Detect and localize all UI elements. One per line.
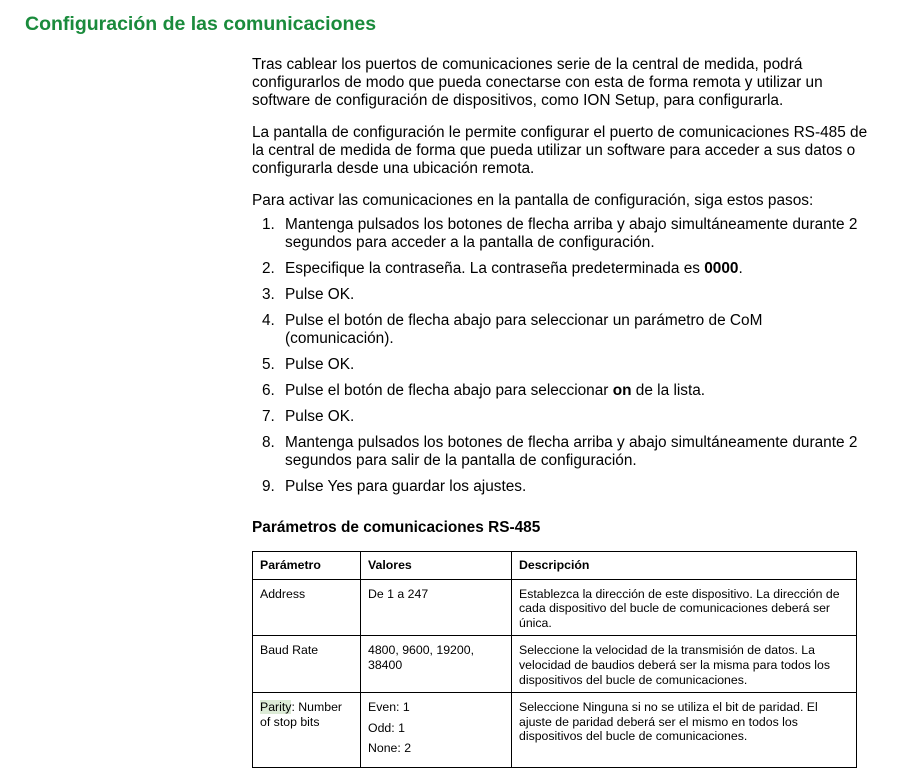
default-password: 0000 xyxy=(704,260,739,277)
table-row xyxy=(253,693,857,768)
cell-values: 4800, 9600, 19200, 38400 xyxy=(361,636,512,693)
table-row xyxy=(253,636,857,693)
table-title: Parámetros de comunicaciones RS-485 xyxy=(252,519,541,536)
option-on: on xyxy=(612,382,632,399)
list-item: 9. Pulse Yes para guardar los ajustes. xyxy=(262,478,527,495)
list-item: 3. Pulse OK. xyxy=(262,286,355,303)
column-header-parameter: Parámetro xyxy=(253,552,361,580)
list-item: 7. Pulse OK. xyxy=(262,408,355,425)
highlighted-text: Parity xyxy=(260,700,292,715)
cell-description: Establezca la dirección de este dispositivo. La dirección de cada dispositivo del bucle de comunicaciones deberá ser única. xyxy=(512,579,857,636)
intro-paragraph: Tras cablear los puertos de comunicaciones serie de la central de medida, podrá configurarlos de modo que pueda conectarse con esta de forma remota y utilizar un software de configuración de dispositivos, como ION Setup, para configurarla. xyxy=(252,56,823,109)
cell-description: Seleccione Ninguna si no se utiliza el bit de paridad. El ajuste de paridad deberá ser el mismo en todos los dispositivos del bucle de comunicaciones. xyxy=(512,693,857,768)
table-row xyxy=(253,579,857,636)
screen-paragraph: La pantalla de configuración le permite configurar el puerto de comunicaciones RS-485 de la central de medida de forma que pueda utilizar un software para acceder a sus datos o configurarla desde una ubicación remota. xyxy=(252,124,868,177)
cell-values: De 1 a 247 xyxy=(361,579,512,636)
list-item: 8. Mantenga pulsados los botones de flecha arriba y abajo simultáneamente durante 2 segundos para salir de la pantalla de configuración. xyxy=(262,434,858,469)
column-header-values: Valores xyxy=(361,552,512,580)
list-item: 5. Pulse OK. xyxy=(262,356,355,373)
steps-intro: Para activar las comunicaciones en la pantalla de configuración, siga estos pasos: xyxy=(252,192,814,209)
cell-parameter: Parity: Number of stop bits xyxy=(253,693,361,768)
list-item: 4. Pulse el botón de flecha abajo para seleccionar un parámetro de CoM (comunicación). xyxy=(262,312,763,347)
table-header-row xyxy=(253,552,857,580)
list-item: 1. Mantenga pulsados los botones de flecha arriba y abajo simultáneamente durante 2 segundos para acceder a la pantalla de configuración. xyxy=(262,216,858,251)
page-title: Configuración de las comunicaciones xyxy=(25,13,377,35)
steps-list xyxy=(252,216,872,496)
rs485-parameters-table xyxy=(252,551,857,768)
column-header-description: Descripción xyxy=(512,552,857,580)
list-item: 2. Especifique la contraseña. La contraseña predeterminada es 0000. xyxy=(262,260,743,277)
list-item: 6. Pulse el botón de flecha abajo para seleccionar on de la lista. xyxy=(262,382,706,399)
cell-parameter: Baud Rate xyxy=(253,636,361,693)
body-text xyxy=(252,56,872,504)
cell-values: Even: 1 Odd: 1 None: 2 xyxy=(361,693,512,768)
cell-parameter: Address xyxy=(253,579,361,636)
cell-description: Seleccione la velocidad de la transmisión de datos. La velocidad de baudios deberá ser la misma para todos los dispositivos del bucle de comunicaciones. xyxy=(512,636,857,693)
